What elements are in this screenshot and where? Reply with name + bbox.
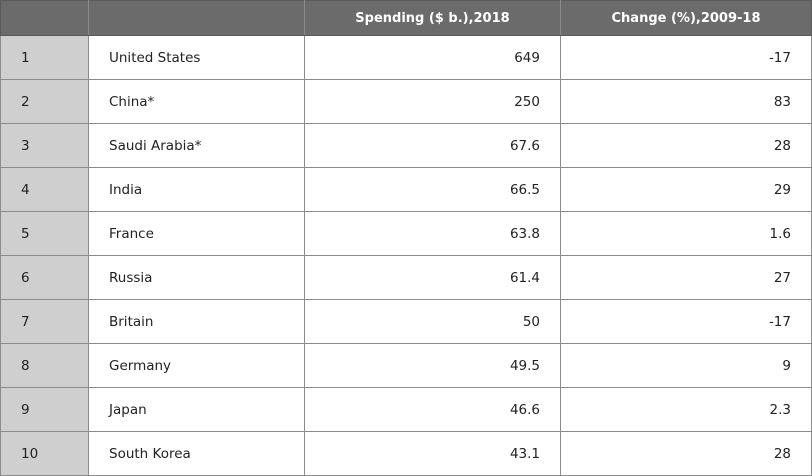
spending-cell: 66.5 — [305, 168, 561, 212]
rank-cell: 5 — [1, 212, 89, 256]
change-cell: 29 — [561, 168, 812, 212]
country-cell: Germany — [89, 344, 305, 388]
change-cell: 83 — [561, 80, 812, 124]
spending-cell: 649 — [305, 36, 561, 80]
table-row — [1, 256, 812, 300]
country-cell: Saudi Arabia* — [89, 124, 305, 168]
header-row — [1, 1, 812, 36]
table-row — [1, 124, 812, 168]
spending-cell: 250 — [305, 80, 561, 124]
rank-cell: 9 — [1, 388, 89, 432]
change-cell: 2.3 — [561, 388, 812, 432]
table-row — [1, 344, 812, 388]
rank-cell: 4 — [1, 168, 89, 212]
spending-cell: 67.6 — [305, 124, 561, 168]
country-cell: South Korea — [89, 432, 305, 476]
table-row — [1, 432, 812, 476]
table-row — [1, 168, 812, 212]
country-cell: France — [89, 212, 305, 256]
rank-cell: 8 — [1, 344, 89, 388]
rank-cell: 10 — [1, 432, 89, 476]
header-spending: Spending ($ b.),2018 — [305, 1, 561, 36]
header-change: Change (%),2009-18 — [561, 1, 812, 36]
country-cell: Britain — [89, 300, 305, 344]
country-cell: United States — [89, 36, 305, 80]
table-row — [1, 36, 812, 80]
change-cell: 28 — [561, 124, 812, 168]
country-cell: India — [89, 168, 305, 212]
header-rank — [1, 1, 89, 36]
country-cell: China* — [89, 80, 305, 124]
change-cell: -17 — [561, 300, 812, 344]
rank-cell: 1 — [1, 36, 89, 80]
table-row — [1, 300, 812, 344]
rank-cell: 7 — [1, 300, 89, 344]
rank-cell: 6 — [1, 256, 89, 300]
rank-cell: 3 — [1, 124, 89, 168]
change-cell: -17 — [561, 36, 812, 80]
change-cell: 28 — [561, 432, 812, 476]
spending-cell: 49.5 — [305, 344, 561, 388]
table-body — [1, 36, 812, 476]
change-cell: 9 — [561, 344, 812, 388]
change-cell: 1.6 — [561, 212, 812, 256]
table-row — [1, 80, 812, 124]
spending-cell: 46.6 — [305, 388, 561, 432]
header-country — [89, 1, 305, 36]
country-cell: Japan — [89, 388, 305, 432]
spending-cell: 61.4 — [305, 256, 561, 300]
spending-cell: 50 — [305, 300, 561, 344]
table-row — [1, 388, 812, 432]
change-cell: 27 — [561, 256, 812, 300]
spending-cell: 63.8 — [305, 212, 561, 256]
rank-cell: 2 — [1, 80, 89, 124]
country-cell: Russia — [89, 256, 305, 300]
spending-cell: 43.1 — [305, 432, 561, 476]
table-row — [1, 212, 812, 256]
